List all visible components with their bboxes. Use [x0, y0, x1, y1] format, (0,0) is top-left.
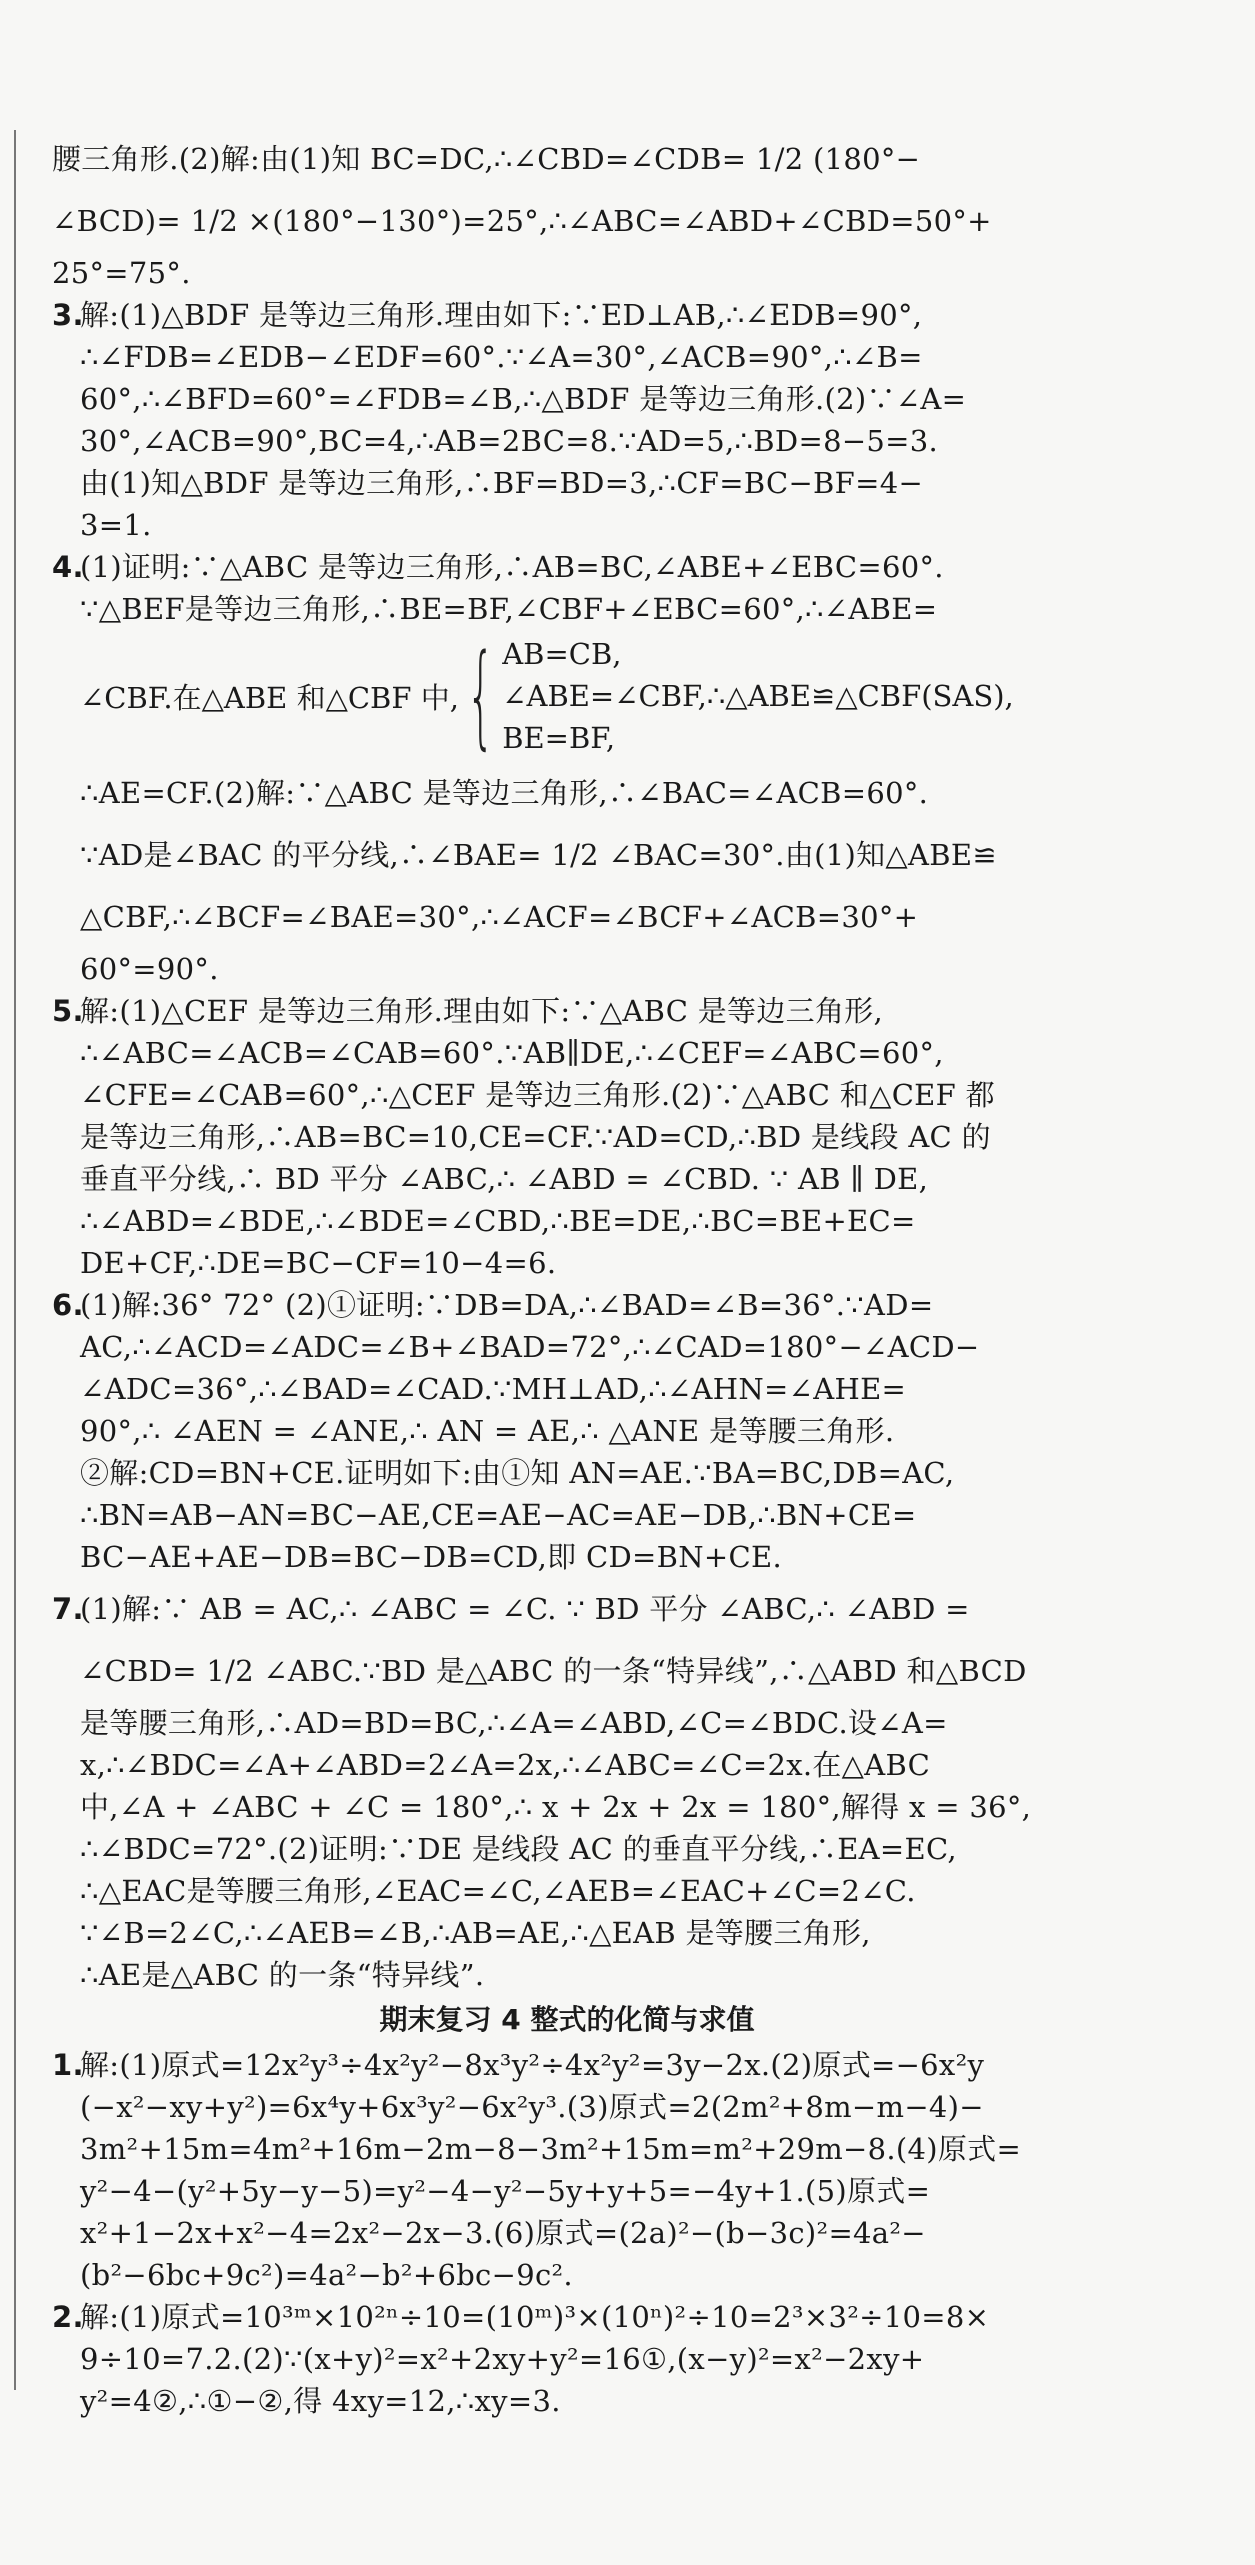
problem-3-line	[52, 294, 1082, 336]
text-line: 3=1.	[80, 508, 152, 542]
text-span: (1)解:36° 72° (2)①证明:∵DB=DA,∴∠BAD=∠B=36°.∵AD=	[80, 1288, 934, 1322]
problem-7-line	[52, 1578, 1082, 1640]
text-line: ∵∠B=2∠C,∴∠AEB=∠B,∴AB=AE,∴△EAB 是等腰三角形,	[80, 1916, 871, 1950]
text-line: △CBF,∴∠BCF=∠BAE=30°,∴∠ACF=∠BCF+∠ACB=30°+	[80, 900, 919, 934]
text-line: y²=4②,∴①−②,得 4xy=12,∴xy=3.	[80, 2384, 561, 2418]
problem-5-line	[52, 990, 1082, 1032]
brace-symbol: {	[466, 631, 495, 761]
text-span: (1)解:∵ AB = AC,∴ ∠ABC = ∠C. ∵ BD 平分 ∠ABC,∴ ∠ABD =	[80, 1592, 970, 1626]
problem-6-line	[52, 1284, 1082, 1326]
text-line: 9÷10=7.2.(2)∵(x+y)²=x²+2xy+y²=16①,(x−y)²=x²−2xy+	[80, 2342, 925, 2376]
text-line: BC−AE+AE−DB=BC−DB=CD,即 CD=BN+CE.	[80, 1540, 782, 1574]
problem-4-line	[52, 546, 1082, 588]
text-line: y²−4−(y²+5y−y−5)=y²−4−y²−5y+y+5=−4y+1.(5)原式=	[80, 2174, 931, 2208]
text-span: 解:(1)原式=12x²y³÷4x²y²−8x³y²÷4x²y²=3y−2x.(2)原式=−6x²y	[80, 2048, 985, 2082]
system-conditions	[502, 633, 1014, 759]
condition: ∠ABE=∠CBF,∴△ABE≌△CBF(SAS),	[502, 679, 1014, 713]
text-line: x²+1−2x+x²−4=2x²−2x−3.(6)原式=(2a)²−(b−3c)²=4a²−	[80, 2216, 926, 2250]
text-line: ∴∠BDC=72°.(2)证明:∵DE 是线段 AC 的垂直平分线,∴EA=EC,	[80, 1832, 957, 1866]
problem-number: 6.	[52, 1288, 84, 1322]
condition: BE=BF,	[502, 721, 616, 755]
text-line: ∠CFE=∠CAB=60°,∴△CEF 是等边三角形.(2)∵△ABC 和△CEF 都	[80, 1078, 995, 1112]
text-line: 垂直平分线,∴ BD 平分 ∠ABC,∴ ∠ABD = ∠CBD. ∵ AB ∥ DE,	[80, 1162, 929, 1196]
text-line: ∵AD是∠BAC 的平分线,∴∠BAE= 1/2 ∠BAC=30°.由(1)知△ABE≌	[80, 838, 997, 872]
problem-number: 1.	[52, 2048, 84, 2082]
text-line: (b²−6bc+9c²)=4a²−b²+6bc−9c².	[80, 2258, 573, 2292]
text-line: 60°=90°.	[80, 952, 219, 986]
text-line: 30°,∠ACB=90°,BC=4,∴AB=2BC=8.∵AD=5,∴BD=8−5=3.	[80, 424, 939, 458]
text-span: 解:(1)原式=10³ᵐ×10²ⁿ÷10=(10ᵐ)³×(10ⁿ)²÷10=2³×3²÷10=8×	[80, 2300, 990, 2334]
text-line: ∴∠ABD=∠BDE,∴∠BDE=∠CBD,∴BE=DE,∴BC=BE+EC=	[80, 1204, 916, 1238]
equation-system	[52, 630, 1082, 762]
text-line: 由(1)知△BDF 是等边三角形,∴BF=BD=3,∴CF=BC−BF=4−	[80, 466, 924, 500]
problem-number: 3.	[52, 298, 84, 332]
problem-number: 7.	[52, 1592, 84, 1626]
text-line: ∠BCD)= 1/2 ×(180°−130°)=25°,∴∠ABC=∠ABD+∠CBD=50°+	[52, 204, 992, 238]
text-line: x,∴∠BDC=∠A+∠ABD=2∠A=2x,∴∠ABC=∠C=2x.在△ABC	[80, 1748, 931, 1782]
problem-1-line	[52, 2044, 1082, 2086]
text-span: ∠CBF.在△ABE 和△CBF 中,	[80, 680, 459, 715]
text-line: ∴AE是△ABC 的一条“特异线”.	[80, 1958, 485, 1992]
text-line: ∠ADC=36°,∴∠BAD=∠CAD.∵MH⊥AD,∴∠AHN=∠AHE=	[80, 1372, 907, 1406]
text-line: ∴∠ABC=∠ACB=∠CAB=60°.∵AB∥DE,∴∠CEF=∠ABC=60°,	[80, 1036, 944, 1070]
text-line: ∠CBD= 1/2 ∠ABC.∵BD 是△ABC 的一条“特异线”,∴△ABD 和△BCD	[80, 1654, 1027, 1688]
text-line: (−x²−xy+y²)=6x⁴y+6x³y²−6x²y³.(3)原式=2(2m²+8m−m−4)−	[80, 2090, 984, 2124]
text-line: ∵△BEF是等边三角形,∴BE=BF,∠CBF+∠EBC=60°,∴∠ABE=	[80, 592, 938, 626]
answer-content	[52, 128, 1082, 2422]
problem-number: 4.	[52, 550, 84, 584]
text-line: 中,∠A + ∠ABC + ∠C = 180°,∴ x + 2x + 2x = 180°,解得 x = 36°,	[80, 1790, 1032, 1824]
text-line: ∴AE=CF.(2)解:∵△ABC 是等边三角形,∴∠BAC=∠ACB=60°.	[80, 776, 929, 810]
text-span: (1)证明:∵△ABC 是等边三角形,∴AB=BC,∠ABE+∠EBC=60°.	[80, 550, 944, 584]
text-line: 是等腰三角形,∴AD=BD=BC,∴∠A=∠ABD,∠C=∠BDC.设∠A=	[80, 1706, 948, 1740]
text-line: ②解:CD=BN+CE.证明如下:由①知 AN=AE.∵BA=BC,DB=AC,	[80, 1456, 955, 1490]
text-line: 3m²+15m=4m²+16m−2m−8−3m²+15m=m²+29m−8.(4)原式=	[80, 2132, 1022, 2166]
text-line: ∴BN=AB−AN=BC−AE,CE=AE−AC=AE−DB,∴BN+CE=	[80, 1498, 917, 1532]
problem-number: 2.	[52, 2300, 84, 2334]
condition: AB=CB,	[502, 637, 622, 671]
margin-rule	[14, 130, 16, 2390]
text-line: 腰三角形.(2)解:由(1)知 BC=DC,∴∠CBD=∠CDB= 1/2 (180°−	[52, 142, 921, 176]
text-span: 解:(1)△CEF 是等边三角形.理由如下:∵△ABC 是等边三角形,	[80, 994, 884, 1028]
text-line: 90°,∴ ∠AEN = ∠ANE,∴ AN = AE,∴ △ANE 是等腰三角形.	[80, 1414, 895, 1448]
text-line: DE+CF,∴DE=BC−CF=10−4=6.	[80, 1246, 557, 1280]
text-span: 解:(1)△BDF 是等边三角形.理由如下:∵ED⊥AB,∴∠EDB=90°,	[80, 298, 923, 332]
section-title: 期末复习 4 整式的化简与求值	[379, 2003, 755, 2036]
problem-2-line	[52, 2296, 1082, 2338]
problem-number: 5.	[52, 994, 84, 1028]
text-line: ∴△EAC是等腰三角形,∠EAC=∠C,∠AEB=∠EAC+∠C=2∠C.	[80, 1874, 916, 1908]
text-line: 是等边三角形,∴AB=BC=10,CE=CF.∵AD=CD,∴BD 是线段 AC 的	[80, 1120, 991, 1154]
text-line: 60°,∴∠BFD=60°=∠FDB=∠B,∴△BDF 是等边三角形.(2)∵∠A=	[80, 382, 967, 416]
text-line: ∴∠FDB=∠EDB−∠EDF=60°.∵∠A=30°,∠ACB=90°,∴∠B=	[80, 340, 923, 374]
text-line: 25°=75°.	[52, 256, 191, 290]
text-line: AC,∴∠ACD=∠ADC=∠B+∠BAD=72°,∴∠CAD=180°−∠ACD−	[80, 1330, 980, 1364]
